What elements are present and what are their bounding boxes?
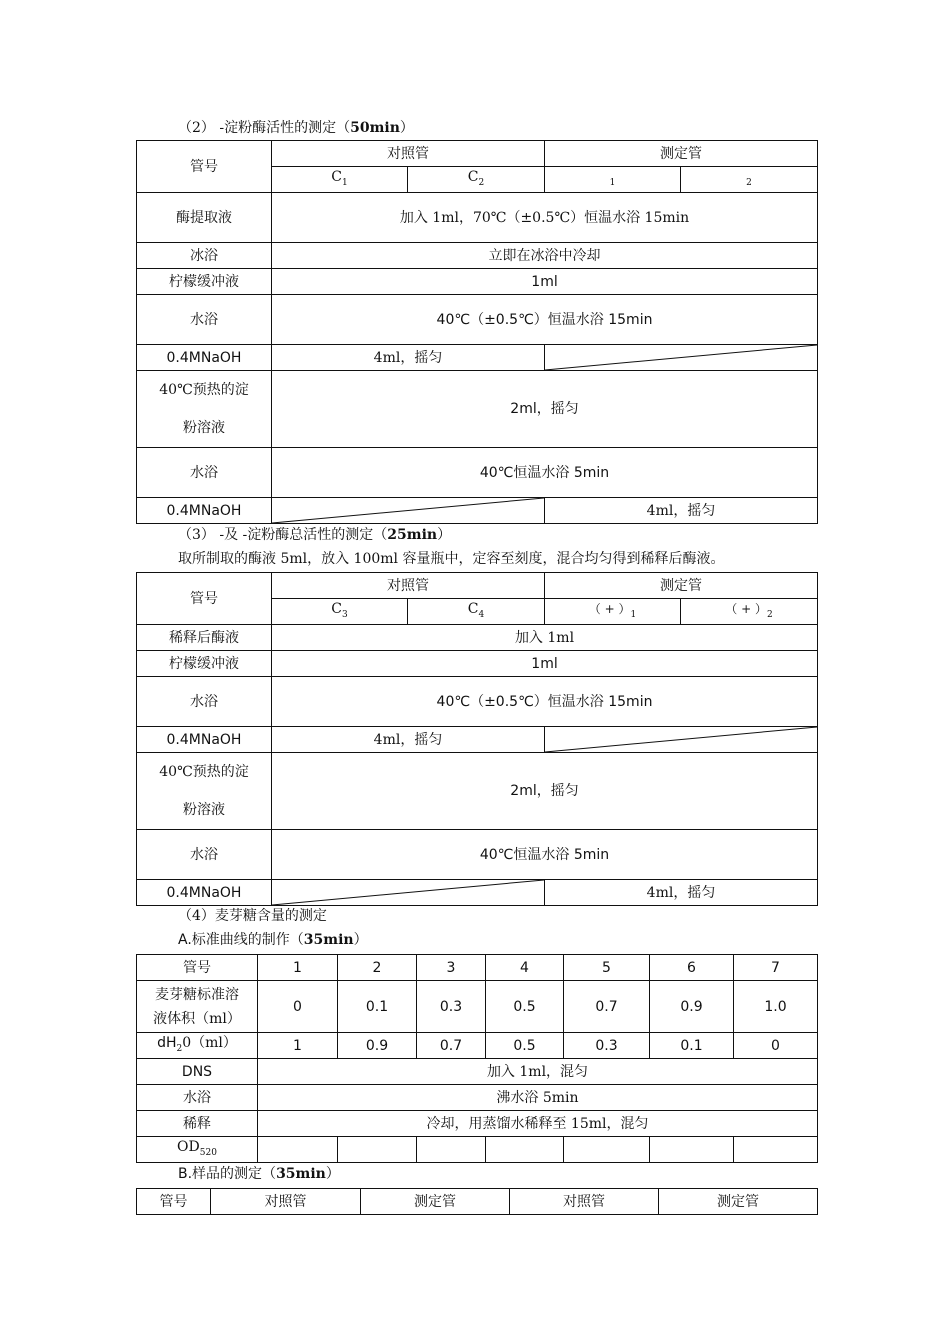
diagonal-cell <box>545 345 818 371</box>
row-value: 4ml，摇匀 <box>545 880 818 906</box>
dilute-value: 冷却，用蒸馏水稀释至 15ml，混匀 <box>258 1111 818 1137</box>
section-3-heading: （3） -及 -淀粉酶总活性的测定（25min） <box>178 527 452 543</box>
tube-c4: $C_4$ <box>408 599 545 625</box>
od-value <box>417 1137 486 1163</box>
row-value: 1ml <box>272 651 818 677</box>
std-volume: 0.9 <box>650 981 734 1033</box>
row-label: 柠檬缓冲液 <box>137 651 272 677</box>
header-test-tube: 测定管 <box>545 573 818 599</box>
row-value: 加入 1ml，70℃（±0.5℃）恒温水浴 15min <box>272 193 818 243</box>
tube-number: 5 <box>564 955 650 981</box>
row-label: 0.4MNaOH <box>137 727 272 753</box>
std-volume: 0.1 <box>338 981 417 1033</box>
std-volume: 0.5 <box>486 981 564 1033</box>
header-test-tube: 测定管 <box>545 141 818 167</box>
dns-value: 加入 1ml，混匀 <box>258 1059 818 1085</box>
header-tube-no: 管号 <box>137 141 272 193</box>
row-label: 酶提取液 <box>137 193 272 243</box>
tube-number: 3 <box>417 955 486 981</box>
diagonal-cell <box>272 498 545 524</box>
row-label: 水浴 <box>137 830 272 880</box>
tube-c2: $C_2$ <box>408 167 545 193</box>
row-value: 4ml，摇匀 <box>545 498 818 524</box>
section-2-heading: （2） -淀粉酶活性的测定（50min） <box>178 120 414 136</box>
tube-number: 7 <box>734 955 818 981</box>
row-label: 水浴 <box>137 677 272 727</box>
row-label: 0.4MNaOH <box>137 498 272 524</box>
tube-no-label: 管号 <box>137 955 258 981</box>
od-value <box>650 1137 734 1163</box>
od-value <box>486 1137 564 1163</box>
water-volume: 0.5 <box>486 1033 564 1059</box>
row-value: 40℃（±0.5℃）恒温水浴 15min <box>272 677 818 727</box>
table-amylase-activity <box>136 140 818 524</box>
table-total-amylase-activity <box>136 572 818 906</box>
tube-t1: （ + ）$_1$ <box>545 599 681 625</box>
tube-number: 2 <box>338 955 417 981</box>
row-label: 水浴 <box>137 295 272 345</box>
std-volume: 0 <box>258 981 338 1033</box>
row-label: 0.4MNaOH <box>137 880 272 906</box>
row-label: 40℃预热的淀 粉溶液 <box>137 753 272 830</box>
table-sample-measurement <box>136 1188 818 1215</box>
od-label: $OD_{520}$ <box>137 1137 258 1163</box>
od-value <box>564 1137 650 1163</box>
row-label: 冰浴 <box>137 243 272 269</box>
b-header: 管号 <box>137 1189 211 1215</box>
tube-t2: （ + ）$_2$ <box>681 599 818 625</box>
section-4a-heading: A.标准曲线的制作（35min） <box>178 932 368 948</box>
water-volume-label: $dH_20(ml)$ <box>137 1033 258 1059</box>
diagonal-cell <box>272 880 545 906</box>
section-4-heading: （4）麦芽糖含量的测定 <box>178 908 327 924</box>
bath-value: 沸水浴 5min <box>258 1085 818 1111</box>
od-value <box>734 1137 818 1163</box>
header-control-tube: 对照管 <box>272 573 545 599</box>
row-value: 立即在冰浴中冷却 <box>272 243 818 269</box>
bath-label: 水浴 <box>137 1085 258 1111</box>
std-volume: 0.7 <box>564 981 650 1033</box>
std-volume: 1.0 <box>734 981 818 1033</box>
row-value: 加入 1ml <box>272 625 818 651</box>
section-3-intro: 取所制取的酶液 5ml，放入 100ml 容量瓶中，定容至刻度，混合均匀得到稀释后酶液。 <box>178 551 725 567</box>
od-value <box>338 1137 417 1163</box>
std-volume: 0.3 <box>417 981 486 1033</box>
row-value: 1ml <box>272 269 818 295</box>
row-label: 40℃预热的淀 粉溶液 <box>137 371 272 448</box>
row-value: 2ml，摇匀 <box>272 371 818 448</box>
water-volume: 0.7 <box>417 1033 486 1059</box>
std-volume-label: 麦芽糖标准溶 液体积（ml） <box>137 981 258 1033</box>
header-tube-no: 管号 <box>137 573 272 625</box>
row-label: 稀释后酶液 <box>137 625 272 651</box>
row-value: 4ml，摇匀 <box>272 727 545 753</box>
water-volume: 0 <box>734 1033 818 1059</box>
row-value: 40℃恒温水浴 5min <box>272 830 818 880</box>
section-4b-heading: B.样品的测定（35min） <box>178 1166 340 1182</box>
tube-c1: $C_1$ <box>272 167 408 193</box>
water-volume: 0.9 <box>338 1033 417 1059</box>
b-header: 对照管 <box>510 1189 659 1215</box>
row-value: 4ml，摇匀 <box>272 345 545 371</box>
water-volume: 0.1 <box>650 1033 734 1059</box>
b-header: 测定管 <box>659 1189 818 1215</box>
row-label: 水浴 <box>137 448 272 498</box>
od-value <box>258 1137 338 1163</box>
water-volume: 1 <box>258 1033 338 1059</box>
tube-number: 4 <box>486 955 564 981</box>
dns-label: DNS <box>137 1059 258 1085</box>
tube-c3: $C_3$ <box>272 599 408 625</box>
tube-number: 6 <box>650 955 734 981</box>
tube-number: 1 <box>258 955 338 981</box>
table-standard-curve <box>136 954 818 1163</box>
row-value: 40℃恒温水浴 5min <box>272 448 818 498</box>
header-control-tube: 对照管 <box>272 141 545 167</box>
tube-t2: 2 <box>681 167 818 193</box>
row-value: 40℃（±0.5℃）恒温水浴 15min <box>272 295 818 345</box>
diagonal-cell <box>545 727 818 753</box>
water-volume: 0.3 <box>564 1033 650 1059</box>
dilute-label: 稀释 <box>137 1111 258 1137</box>
b-header: 测定管 <box>361 1189 510 1215</box>
b-header: 对照管 <box>211 1189 361 1215</box>
row-label: 柠檬缓冲液 <box>137 269 272 295</box>
row-label: 0.4MNaOH <box>137 345 272 371</box>
row-value: 2ml，摇匀 <box>272 753 818 830</box>
tube-t1: 1 <box>545 167 681 193</box>
